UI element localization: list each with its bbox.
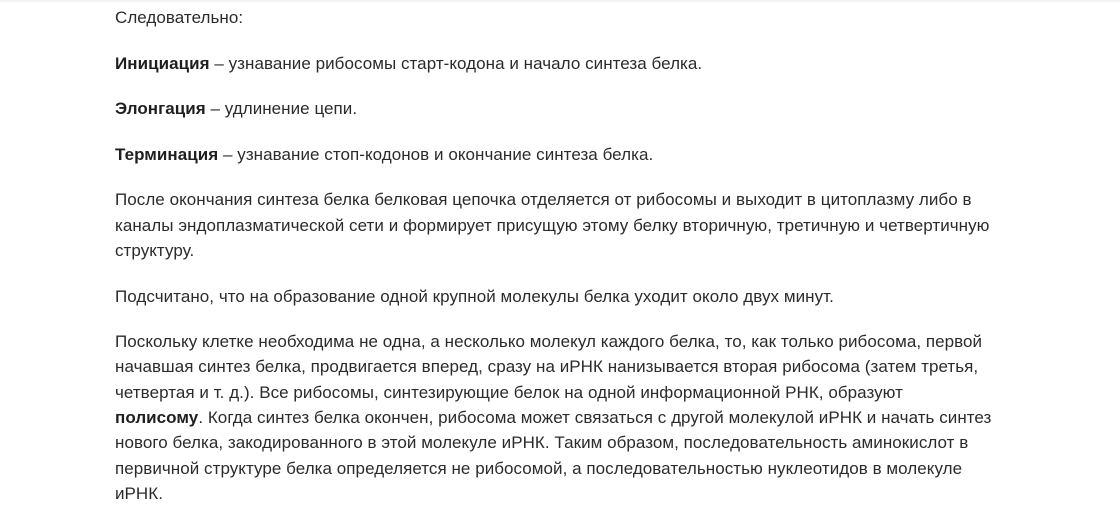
- article-body: [115, 5, 995, 506]
- stage-initiation: [115, 51, 995, 76]
- page-top-edge: [0, 0, 1120, 3]
- stage-term: Инициация: [115, 53, 210, 73]
- stage-definition: – удлинение цепи.: [205, 99, 358, 119]
- stage-definition: – узнавание рибосомы старт-кодона и начало синтеза белка.: [209, 53, 703, 73]
- stage-termination: [115, 142, 995, 167]
- paragraph-polysome: [115, 329, 995, 506]
- paragraph-synthesis-time: Подсчитано, что на образование одной крупной молекулы белка уходит около двух минут.: [115, 286, 834, 306]
- stage-elongation: [115, 96, 995, 121]
- polysome-term: полисому: [115, 408, 199, 428]
- polysome-text-before: Поскольку клетке необходима не одна, а несколько молекул каждого белка, то, как только рибосома, первой начавшая синтез белка, продвигается вперед, сразу на иРНК нанизывается вторая рибосома (затем третья, четвертая и т. д.). Все рибосомы, синтезирующие белок на одной информационной РНК, образуют: [115, 332, 983, 402]
- stage-term: Терминация: [115, 144, 219, 164]
- stage-term: Элонгация: [115, 99, 206, 119]
- polysome-text-after: . Когда синтез белка окончен, рибосома может связаться с другой молекулой иРНК и начать синтез нового белка, закодированного в этой молекуле иРНК. Таким образом, последовательность аминокислот в первичной структуре белка определяется не рибосомой, а последовательностью нуклеотидов в молекуле иРНК.: [115, 408, 992, 503]
- stage-definition: – узнавание стоп-кодонов и окончание синтеза белка.: [218, 144, 654, 164]
- paragraph-after-synthesis: После окончания синтеза белка белковая цепочка отделяется от рибосомы и выходит в цитоплазму либо в каналы эндоплазматической сети и формирует присущую этому белку вторичную, третичную и четвертичную структуру.: [115, 190, 990, 260]
- intro-paragraph: Следовательно:: [115, 8, 244, 27]
